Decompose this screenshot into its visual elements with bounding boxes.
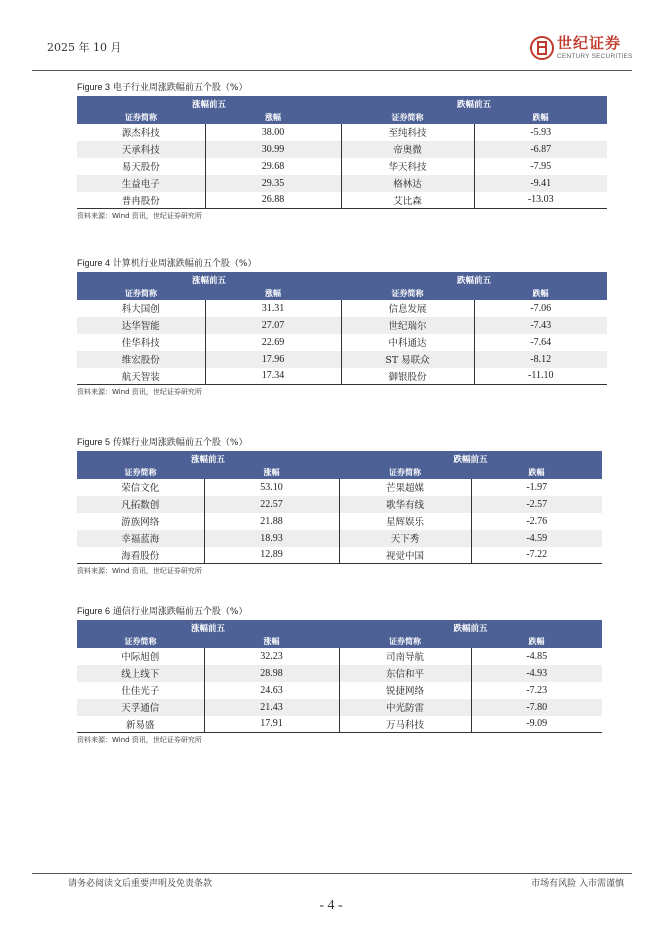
loser-name: 司南导航 [339, 648, 471, 665]
gainer-name: 达华智能 [77, 317, 205, 334]
gainer-value: 12.89 [204, 547, 339, 564]
gainer-name: 科大国创 [77, 300, 205, 317]
gainer-value: 30.99 [205, 141, 341, 158]
loser-value: -7.43 [474, 317, 607, 334]
page-number: - 4 - [319, 898, 343, 913]
col-name: 证券简称 [77, 111, 205, 124]
col-name: 证券简称 [341, 287, 474, 300]
table-row [77, 699, 602, 716]
figure-caption: 电子行业周涨跌幅前五个股（%） [112, 83, 248, 93]
table-row [77, 530, 602, 547]
table-row [77, 547, 602, 564]
risk-note: 市场有风险 入市需谨慎 [531, 879, 624, 889]
loser-name: 东信和平 [339, 665, 471, 682]
col-gain: 涨幅 [205, 287, 341, 300]
gainer-value: 18.93 [204, 530, 339, 547]
company-logo [530, 32, 634, 64]
figure-3 [77, 80, 607, 221]
col-name: 证券简称 [77, 466, 204, 479]
gainer-value: 29.35 [205, 175, 341, 192]
loser-value: -8.12 [474, 351, 607, 368]
gainer-name: 生益电子 [77, 175, 205, 192]
gainer-name: 海看股份 [77, 547, 204, 564]
gainer-name: 仕佳光子 [77, 682, 204, 699]
logo-cn-text: 世纪证券 [557, 34, 622, 52]
stock-table [77, 620, 602, 733]
loser-value: -13.03 [474, 192, 607, 209]
gainer-value: 38.00 [205, 124, 341, 141]
loser-name: 中科通达 [341, 334, 474, 351]
loser-name: 中光防雷 [339, 699, 471, 716]
loser-value: -5.93 [530, 126, 552, 138]
figure-number: Figure 5 [77, 437, 111, 447]
table-row [77, 648, 602, 665]
gainer-name: 线上线下 [77, 665, 204, 682]
loser-name: ST 易联众 [341, 351, 474, 368]
footer-rule [32, 873, 632, 874]
figure-title [77, 435, 602, 448]
gainer-name: 中际旭创 [77, 648, 204, 665]
gainer-value: 17.34 [205, 368, 341, 385]
table-row [77, 682, 602, 699]
col-name: 证券简称 [341, 111, 474, 124]
table-row [77, 334, 607, 351]
gainer-value: 53.10 [204, 479, 339, 496]
loser-name: 信息发展 [341, 300, 474, 317]
figure-title [77, 256, 607, 269]
loser-name: 锐捷网络 [339, 682, 471, 699]
loser-value: -7.95 [530, 160, 552, 172]
gainer-value: 31.31 [205, 300, 341, 317]
gainer-name: 维宏股份 [77, 351, 205, 368]
gainer-value: 29.68 [205, 158, 341, 175]
stock-table [77, 272, 607, 385]
gainer-value: 17.96 [205, 351, 341, 368]
col-name: 证券简称 [339, 635, 471, 648]
figure-number: Figure 3 [77, 82, 111, 92]
table-row [77, 175, 607, 192]
data-source: 资料来源：Wind 资讯，世纪证券研究所 [77, 388, 202, 396]
gainer-value: 26.88 [205, 192, 341, 209]
loser-value: -2.57 [471, 496, 602, 513]
loser-name: 万马科技 [339, 716, 471, 733]
gainer-name: 易天股份 [77, 158, 205, 175]
band-gainers: 涨幅前五 [77, 97, 341, 111]
col-gain: 涨幅 [204, 466, 339, 479]
gainer-name: 天承科技 [77, 141, 205, 158]
gainer-name: 凡拓数创 [77, 496, 204, 513]
gainer-value: 21.88 [204, 513, 339, 530]
loser-value: -11.10 [474, 368, 607, 385]
disclaimer-note: 请务必阅读文后重要声明及免责条款 [68, 879, 213, 889]
col-loss: 跌幅 [471, 466, 602, 479]
figure-title [77, 80, 607, 93]
band-losers: 跌幅前五 [339, 452, 602, 466]
figure-title [77, 604, 602, 617]
col-loss: 跌幅 [474, 111, 607, 124]
loser-name: 世纪瑞尔 [341, 317, 474, 334]
band-gainers: 涨幅前五 [77, 452, 339, 466]
stock-table [77, 96, 607, 209]
col-gain: 涨幅 [204, 635, 339, 648]
loser-value: -9.41 [474, 175, 607, 192]
loser-value: -7.23 [526, 684, 548, 696]
table-row [77, 513, 602, 530]
table-row [77, 158, 607, 175]
table-row [77, 716, 602, 733]
data-source: 资料来源：Wind 资讯，世纪证券研究所 [77, 736, 202, 744]
figure-number: Figure 6 [77, 606, 111, 616]
col-gain: 涨幅 [205, 111, 341, 124]
figure-6 [77, 604, 602, 745]
figure-caption: 传媒行业周涨跌幅前五个股（%） [112, 438, 248, 448]
loser-value: -7.64 [530, 336, 552, 348]
figure-caption: 通信行业周涨跌幅前五个股（%） [112, 607, 248, 617]
gainer-name: 荣信文化 [77, 479, 204, 496]
gainer-name: 天孚通信 [77, 699, 204, 716]
report-date: 2025 年 10 月 [47, 41, 122, 54]
gainer-value: 27.07 [205, 317, 341, 334]
table-row [77, 368, 607, 385]
loser-name: 至纯科技 [341, 124, 474, 141]
col-loss: 跌幅 [474, 287, 607, 300]
loser-name: 星辉娱乐 [339, 513, 471, 530]
loser-name: 芒果超媒 [339, 479, 471, 496]
gainer-value: 24.63 [204, 682, 339, 699]
loser-name: 艾比森 [341, 192, 474, 209]
figure-4 [77, 256, 607, 397]
loser-name: 华天科技 [341, 158, 474, 175]
col-name: 证券简称 [77, 287, 205, 300]
gainer-name: 航天智装 [77, 368, 205, 385]
band-losers: 跌幅前五 [339, 621, 602, 635]
gainer-name: 新易盛 [77, 716, 204, 733]
col-name: 证券简称 [77, 635, 204, 648]
table-row [77, 351, 607, 368]
stock-table [77, 451, 602, 564]
table-row [77, 192, 607, 209]
data-source: 资料来源：Wind 资讯，世纪证券研究所 [77, 212, 202, 220]
gainer-value: 22.57 [204, 496, 339, 513]
figure-number: Figure 4 [77, 258, 111, 268]
band-gainers: 涨幅前五 [77, 273, 341, 287]
gainer-value: 28.98 [204, 665, 339, 682]
loser-value: -7.06 [530, 302, 552, 314]
loser-value: -4.93 [471, 665, 602, 682]
table-row [77, 317, 607, 334]
table-row [77, 300, 607, 317]
gainer-name: 幸福蓝海 [77, 530, 204, 547]
table-row [77, 479, 602, 496]
loser-name: 歌华有线 [339, 496, 471, 513]
loser-name: 天下秀 [339, 530, 471, 547]
loser-value: -1.97 [526, 481, 548, 493]
gainer-name: 佳华科技 [77, 334, 205, 351]
loser-value: -7.22 [471, 547, 602, 564]
logo-en-text: CENTURY SECURITIES [557, 53, 633, 60]
loser-value: -4.59 [471, 530, 602, 547]
gainer-name: 普冉股份 [77, 192, 205, 209]
gainer-value: 32.23 [204, 648, 339, 665]
col-loss: 跌幅 [471, 635, 602, 648]
logo-icon [530, 34, 554, 62]
col-name: 证券简称 [339, 466, 471, 479]
loser-value: -7.80 [471, 699, 602, 716]
figure-5 [77, 435, 602, 576]
loser-value: -4.85 [526, 650, 548, 662]
gainer-value: 22.69 [205, 334, 341, 351]
loser-value: -2.76 [526, 515, 548, 527]
header-rule [32, 70, 632, 71]
table-row [77, 496, 602, 513]
loser-name: 格林达 [341, 175, 474, 192]
gainer-value: 17.91 [204, 716, 339, 733]
data-source: 资料来源：Wind 资讯，世纪证券研究所 [77, 567, 202, 575]
gainer-value: 21.43 [204, 699, 339, 716]
gainer-name: 游族网络 [77, 513, 204, 530]
loser-value: -6.87 [474, 141, 607, 158]
table-row [77, 124, 607, 141]
loser-value: -9.09 [471, 716, 602, 733]
band-losers: 跌幅前五 [341, 97, 607, 111]
table-row [77, 665, 602, 682]
figure-caption: 计算机行业周涨跌幅前五个股（%） [112, 259, 257, 269]
gainer-name: 源杰科技 [77, 124, 205, 141]
band-losers: 跌幅前五 [341, 273, 607, 287]
loser-name: 视觉中国 [339, 547, 471, 564]
loser-name: 御银股份 [341, 368, 474, 385]
loser-name: 帝奥微 [341, 141, 474, 158]
table-row [77, 141, 607, 158]
band-gainers: 涨幅前五 [77, 621, 339, 635]
